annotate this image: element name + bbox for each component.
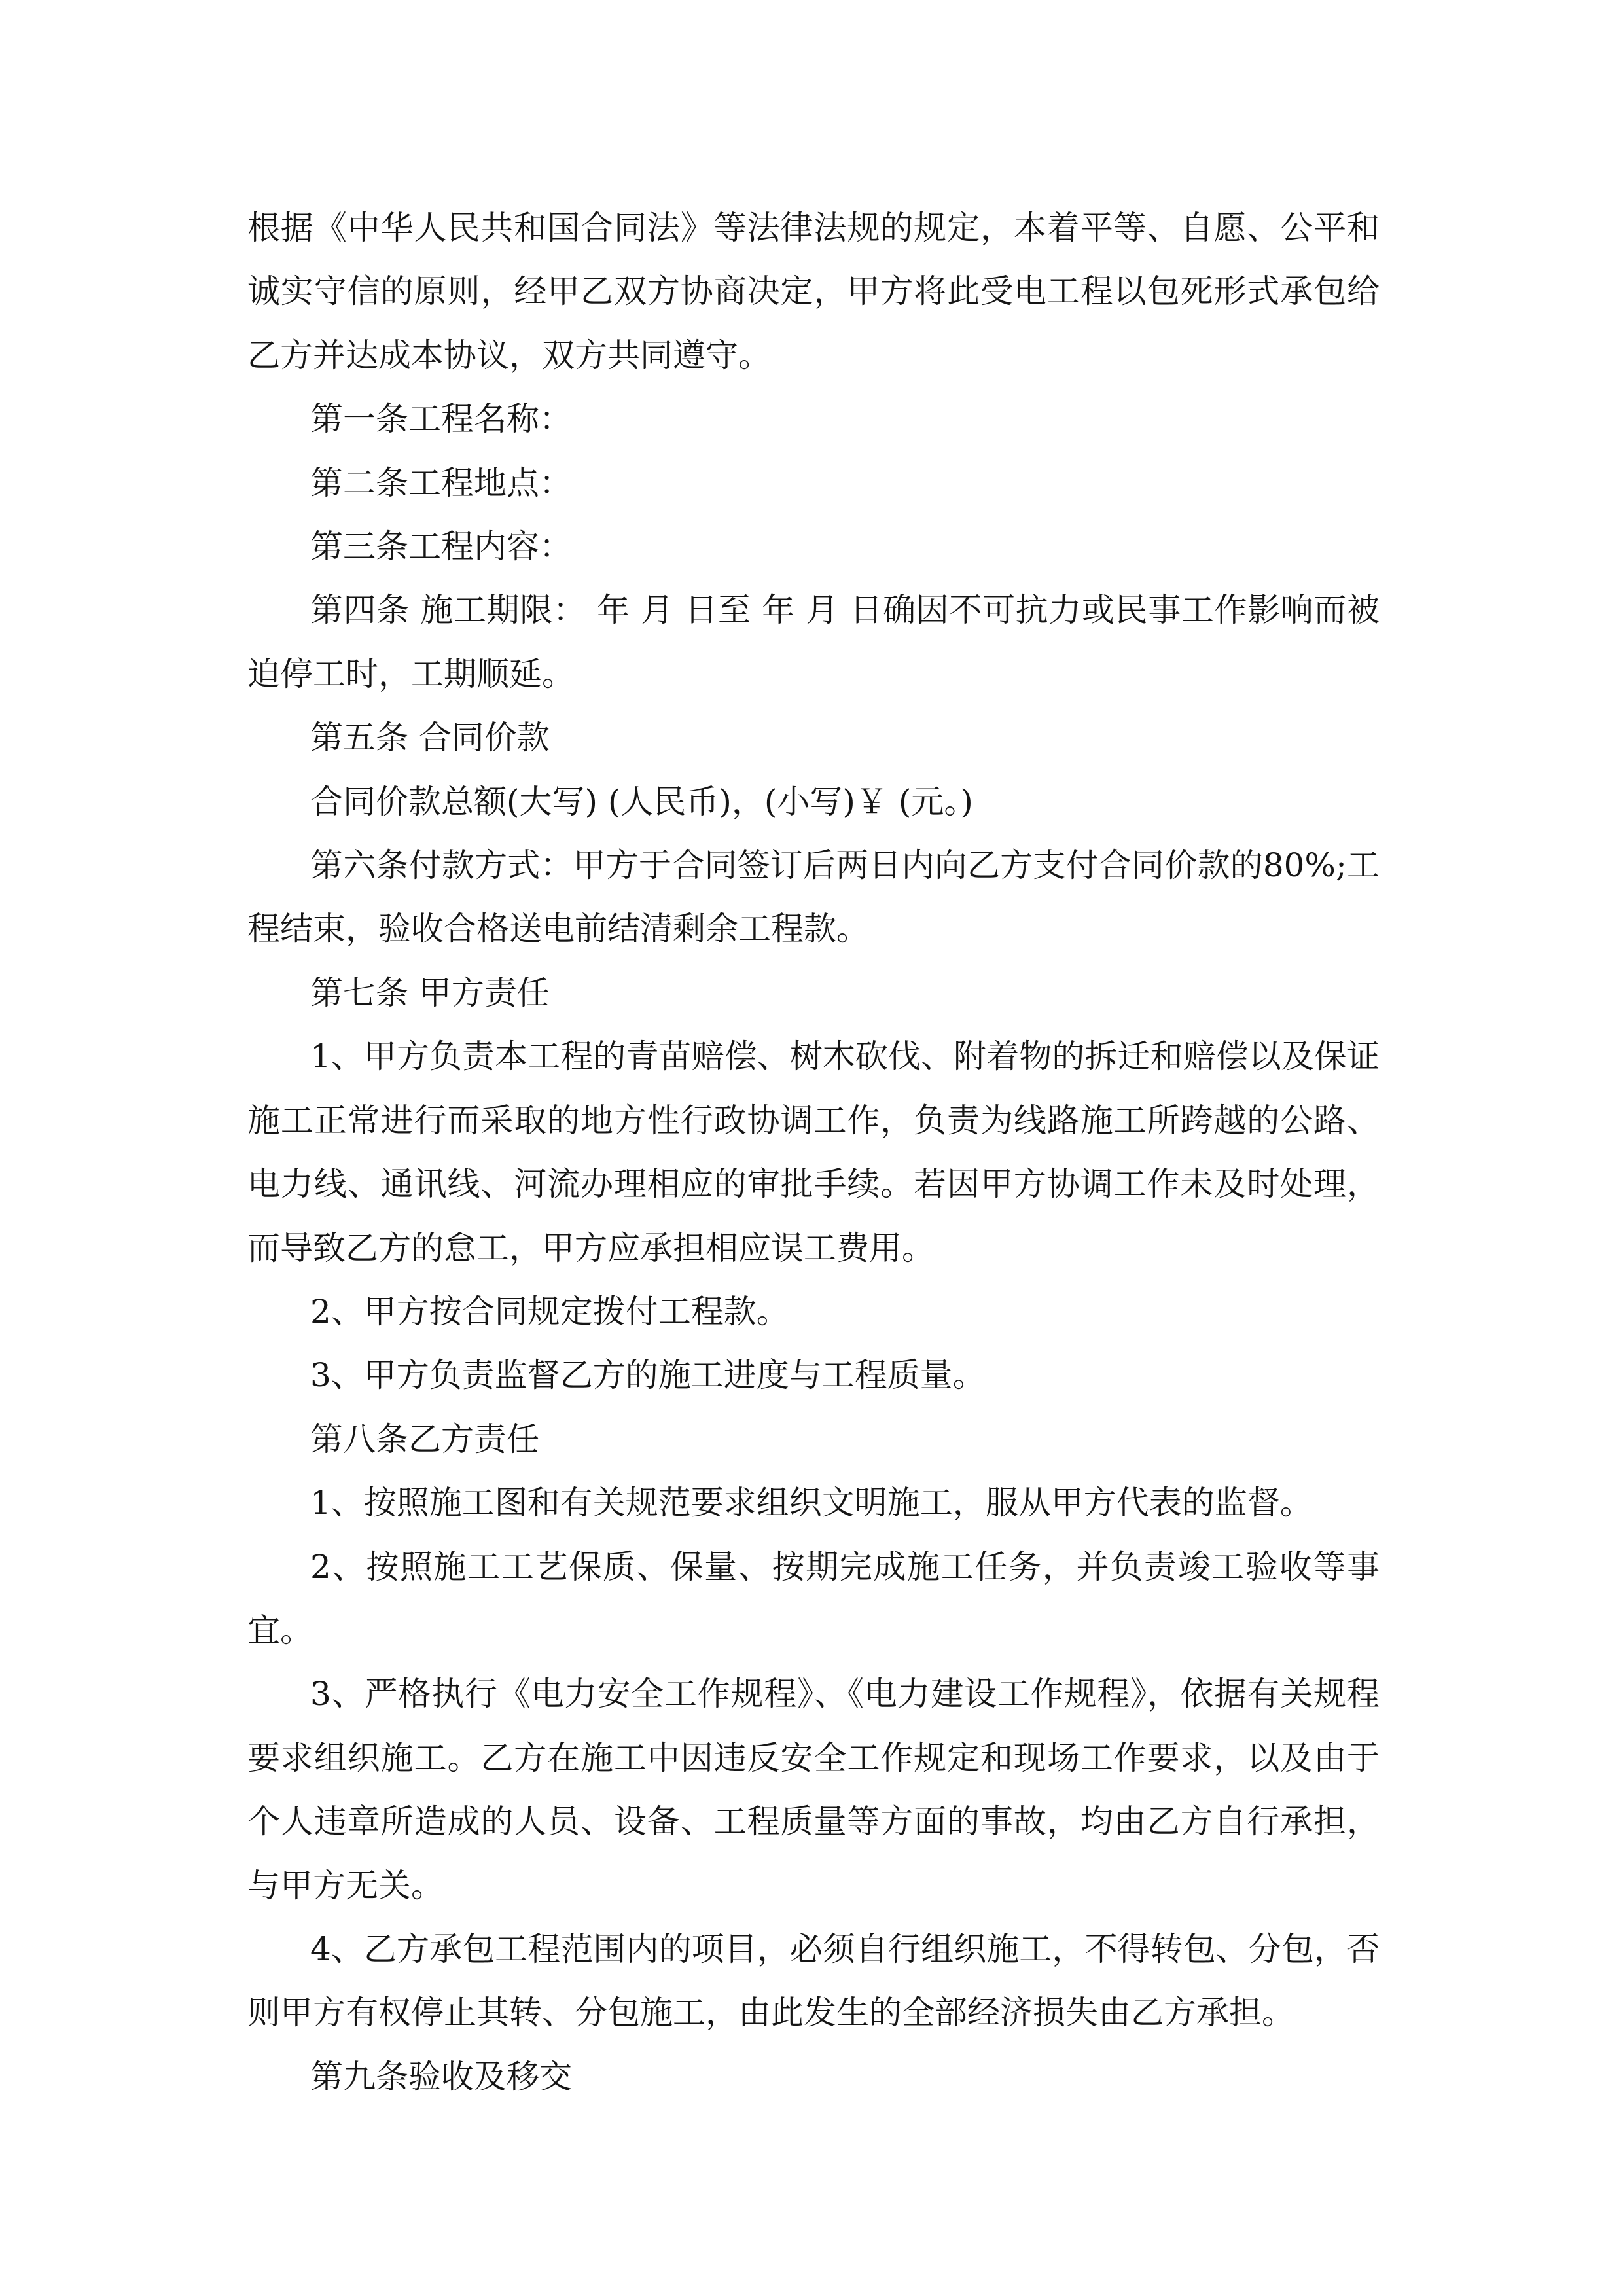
paragraph-party-a-duty-3: 3、甲方负责监督乙方的施工进度与工程质量。 xyxy=(310,1356,986,1395)
document-body xyxy=(247,196,1380,2109)
paragraph-party-b-duty-1: 1、按照施工图和有关规范要求组织文明施工，服从甲方代表的监督。 xyxy=(310,1484,1313,1522)
paragraph-article-6-payment: 第六条付款方式：甲方于合同签订后两日内向乙方支付合同价款的80%;工程结束，验收合格送电前结清剩余工程款。 xyxy=(247,846,1380,948)
paragraph-party-a-duty-1: 1、甲方负责本工程的青苗赔偿、树木砍伐、附着物的拆迁和赔偿以及保证施工正常进行而采取的地方性行政协调工作，负责为线路施工所跨越的公路、电力线、通讯线、河流办理相应的审批手续。若因甲方协调工作未及时处理，而导致乙方的怠工，甲方应承担相应误工费用。 xyxy=(247,1037,1380,1267)
paragraph-contract-price-total: 合同价款总额(大写) (人民币)，(小写)￥ (元。) xyxy=(310,782,973,821)
paragraph-article-2-project-location: 第二条工程地点： xyxy=(310,463,572,502)
paragraph-article-9-acceptance: 第九条验收及移交 xyxy=(310,2057,572,2096)
paragraph-article-3-project-content: 第三条工程内容： xyxy=(310,528,572,566)
paragraph-party-b-duty-2: 2、按照施工工艺保质、保量、按期完成施工任务，并负责竣工验收等事宜。 xyxy=(247,1547,1380,1649)
paragraph-article-5-contract-price: 第五条 合同价款 xyxy=(310,719,550,757)
paragraph-party-b-duty-3: 3、严格执行《电力安全工作规程》、《电力建设工作规程》，依据有关规程要求组织施工。乙方在施工中因违反安全工作规定和现场工作要求，以及由于个人违章所造成的人员、设备、工程质量等方面的事故，均由乙方自行承担，与甲方无关。 xyxy=(247,1675,1380,1905)
paragraph-preamble: 根据《中华人民共和国合同法》等法律法规的规定，本着平等、自愿、公平和诚实守信的原则，经甲乙双方协商决定，甲方将此受电工程以包死形式承包给乙方并达成本协议，双方共同遵守。 xyxy=(247,209,1380,374)
paragraph-article-4-construction-period: 第四条 施工期限： 年 月 日至 年 月 日确因不可抗力或民事工作影响而被迫停工时，工期顺延。 xyxy=(247,591,1380,693)
paragraph-article-8-party-b-duties: 第八条乙方责任 xyxy=(310,1420,539,1458)
paragraph-article-7-party-a-duties: 第七条 甲方责任 xyxy=(310,973,550,1012)
paragraph-article-1-project-name: 第一条工程名称： xyxy=(310,400,572,439)
paragraph-party-b-duty-4: 4、乙方承包工程范围内的项目，必须自行组织施工，不得转包、分包，否则甲方有权停止其转、分包施工，由此发生的全部经济损失由乙方承担。 xyxy=(247,1929,1380,2032)
paragraph-party-a-duty-2: 2、甲方按合同规定拨付工程款。 xyxy=(310,1292,789,1331)
